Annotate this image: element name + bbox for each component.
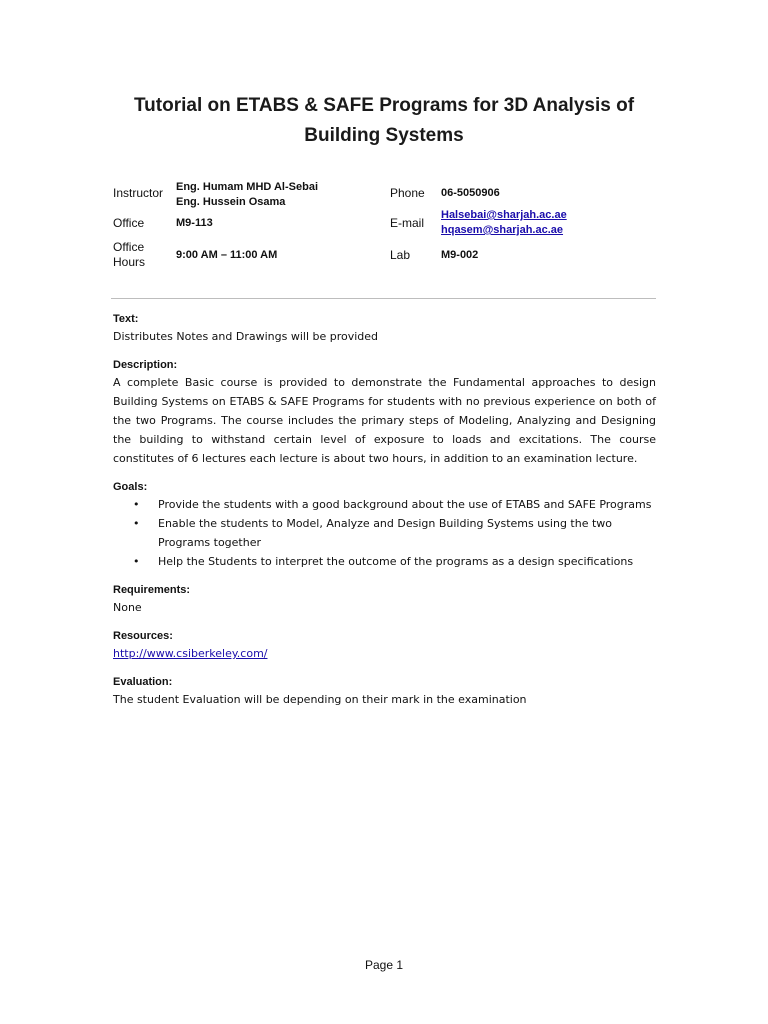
evaluation-body: The student Evaluation will be depending on their mark in the examination [113, 693, 527, 706]
email-link-1[interactable]: Halsebai@sharjah.ac.ae [441, 209, 567, 221]
page-number: Page 1 [364, 958, 404, 972]
email-label: E-mail [390, 216, 425, 230]
bullet-icon: • [133, 498, 140, 511]
bullet-icon: • [133, 555, 140, 568]
instructor-name-2: Eng. Hussein Osama [176, 196, 286, 208]
resources-section [113, 628, 656, 663]
description-section [113, 357, 656, 468]
email-list [441, 208, 567, 238]
office-value: M9-113 [176, 217, 213, 229]
description-body: A complete Basic course is provided to demonstrate the Fundamental approaches to design Building Systems on ETABS & SAFE Programs for students with no previous experience on both of the two Programs. The course includes the primary steps of Modeling, Analyzing and Designing the building to withstand certain level of exposure to loads and excitations. The course constitutes of 6 lectures each lecture is about two hours, in addition to an examination lecture. [113, 376, 656, 465]
bullet-icon: • [133, 517, 140, 530]
goal-text: Provide the students with a good background about the use of ETABS and SAFE Programs [158, 498, 652, 511]
office-hours-value: 9:00 AM – 11:00 AM [176, 249, 278, 261]
instructor-label: Instructor [113, 186, 164, 200]
requirements-heading: Requirements: [113, 584, 191, 596]
list-item [113, 552, 656, 571]
instructor-name-1: Eng. Humam MHD Al-Sebai [176, 181, 318, 193]
office-hours-label: Office Hours [113, 240, 146, 269]
goals-list [113, 495, 656, 571]
course-content [113, 311, 656, 720]
requirements-body: None [113, 601, 142, 614]
instructor-names [176, 180, 318, 210]
text-heading: Text: [113, 313, 139, 325]
goal-text: Enable the students to Model, Analyze and Design Building Systems using the two Programs together [158, 517, 613, 549]
resources-link[interactable]: http://www.csiberkeley.com/ [113, 647, 268, 660]
section-divider [111, 298, 656, 299]
phone-value: 06-5050906 [441, 187, 500, 199]
title-line-1: Tutorial on ETABS & SAFE Programs for 3D Analysis of [133, 95, 635, 116]
list-item [113, 495, 656, 514]
goals-section [113, 479, 656, 571]
goal-text: Help the Students to interpret the outcome of the programs as a design specifications [158, 555, 634, 568]
document-title [100, 91, 668, 151]
resources-heading: Resources: [113, 630, 173, 642]
office-label: Office [113, 216, 145, 230]
evaluation-heading: Evaluation: [113, 676, 173, 688]
lab-label: Lab [390, 248, 411, 262]
title-line-2: Building Systems [304, 125, 464, 146]
phone-label: Phone [390, 186, 425, 200]
text-body: Distributes Notes and Drawings will be provided [113, 330, 379, 343]
requirements-section [113, 582, 656, 617]
evaluation-section [113, 674, 656, 709]
list-item [113, 514, 656, 552]
description-heading: Description: [113, 359, 178, 371]
lab-value: M9-002 [441, 249, 479, 261]
text-section [113, 311, 656, 346]
goals-heading: Goals: [113, 481, 148, 493]
email-link-2[interactable]: hqasem@sharjah.ac.ae [441, 224, 564, 236]
